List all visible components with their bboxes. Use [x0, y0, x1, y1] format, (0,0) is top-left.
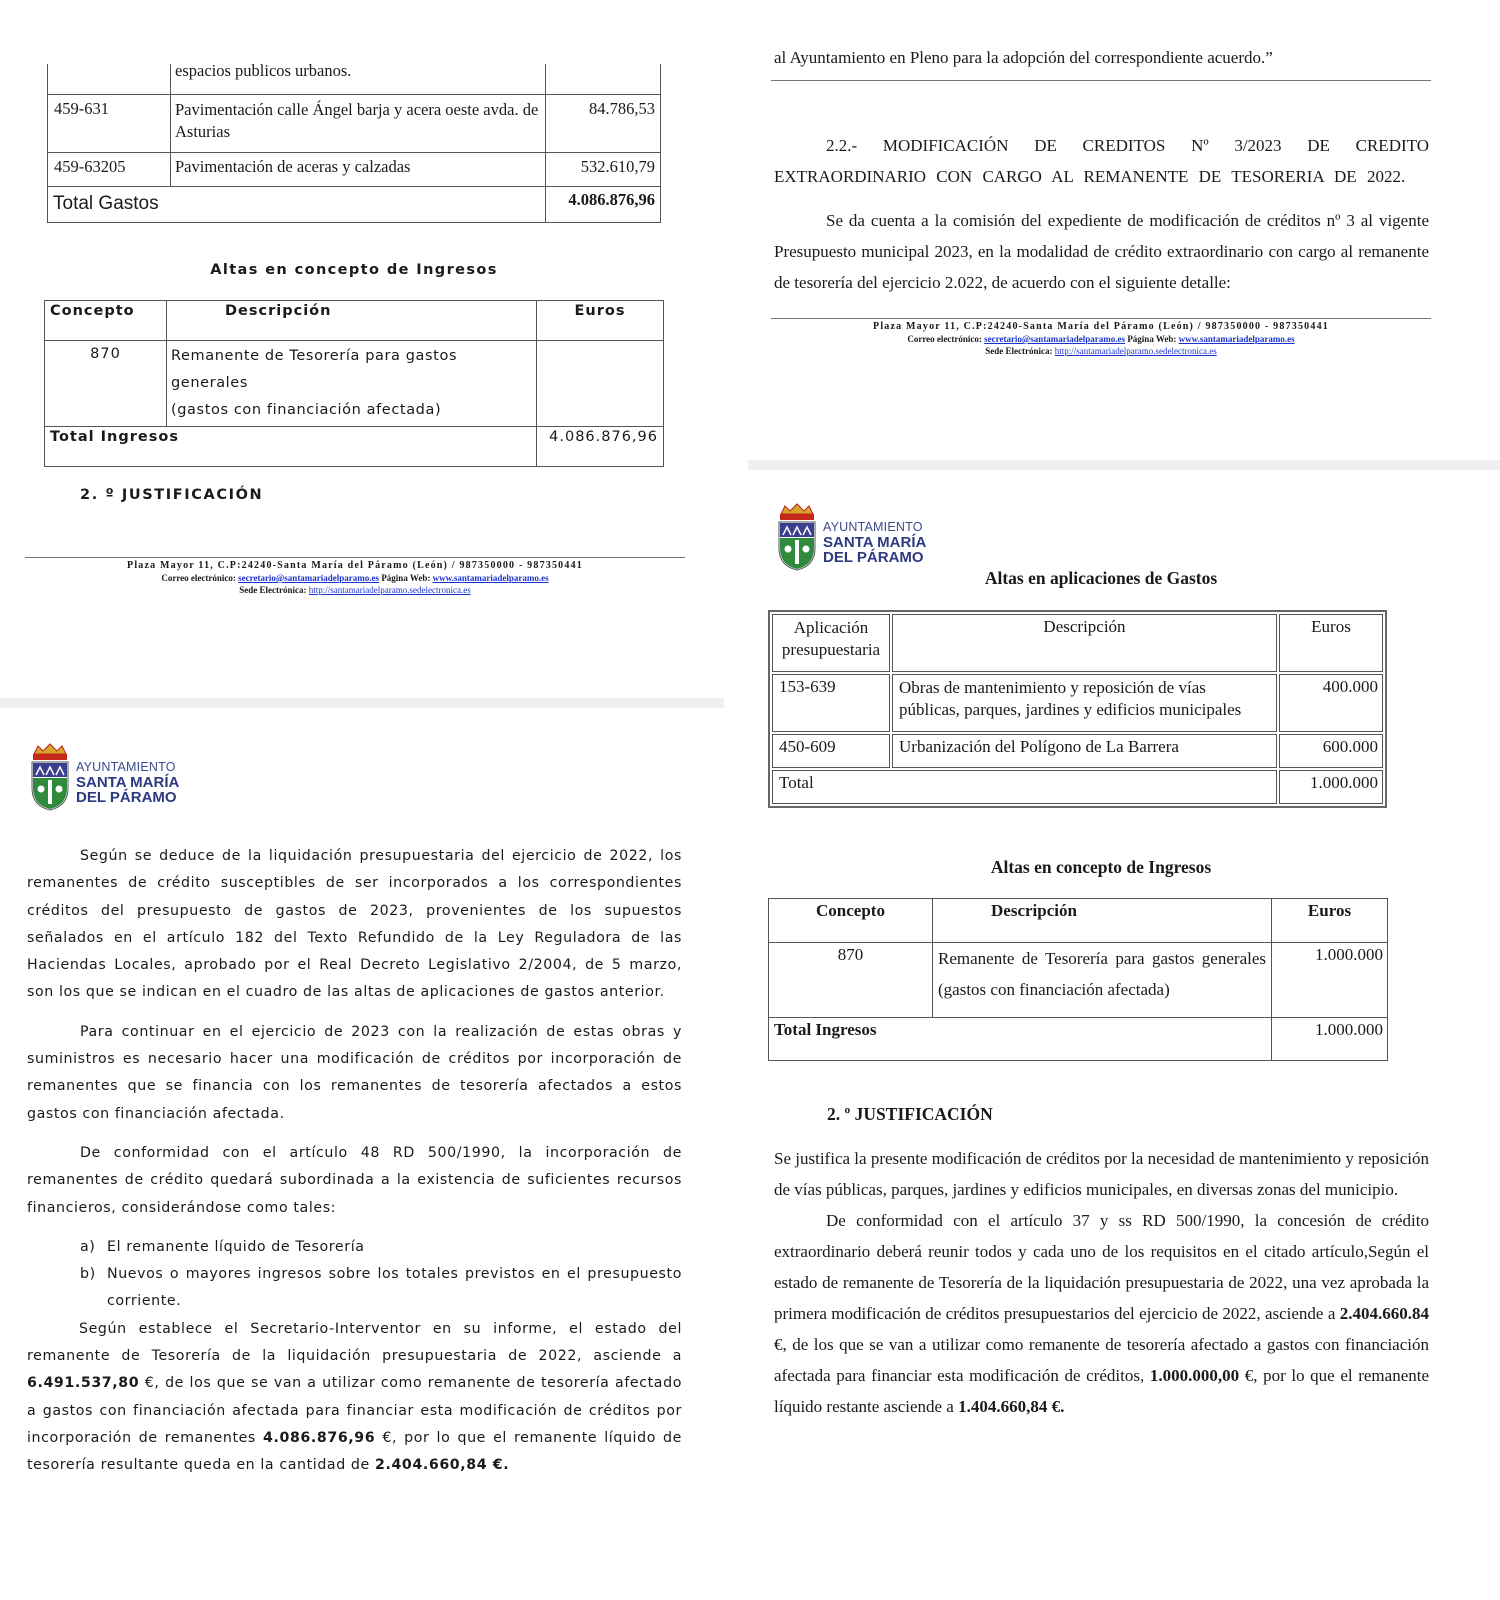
table-row — [772, 614, 1383, 672]
table-row — [45, 301, 664, 341]
col-descripcion: Descripción — [933, 899, 1272, 943]
remanente-usado: 1.000.000,00 — [1149, 1366, 1240, 1385]
remanente-resultante: 2.404.660,84 €. — [375, 1457, 510, 1474]
table-row — [48, 64, 661, 94]
remanente-total: 2.404.660.84 — [1339, 1304, 1429, 1323]
gastos-desc-cell: Pavimentación calle Ángel barja y acera oeste avda. de Asturias — [171, 94, 546, 152]
remanente-usado: 4.086.876,96 — [263, 1429, 376, 1446]
ingreso-desc-line1: Remanente de Tesorería para gastos generales — [171, 348, 458, 391]
total-ingresos-label: Total Ingresos — [45, 427, 537, 467]
col-euros: Euros — [1279, 614, 1383, 672]
gastos-desc-cell: Obras de mantenimiento y reposición de vías públicas, parques, jardines y edificios municipales — [892, 674, 1277, 732]
gastos-table — [47, 61, 661, 223]
tr-top-rule — [771, 80, 1431, 81]
footer-contact: Correo electrónico: secretario@santamariadelparamo.es Página Web: www.santamariadelparamo.es — [161, 573, 549, 583]
gastos-code-cell: 459-63205 — [48, 152, 171, 186]
bl-paragraphs — [27, 843, 682, 1480]
table-row — [45, 427, 664, 467]
br-ingresos-title: Altas en concepto de Ingresos — [990, 857, 1212, 877]
total-label: Total — [772, 770, 1277, 804]
coat-of-arms-icon — [775, 502, 819, 572]
br-paragraph-1: Se justifica la presente modificación de créditos por la necesidad de mantenimiento y reposición de vías públicas, parques, jardines y edificios municipales, en diversas zonas del municipio. — [774, 1149, 1429, 1199]
ayuntamiento-logo — [775, 502, 935, 572]
br-paragraphs — [774, 1143, 1429, 1422]
col-euros: Euros — [1272, 899, 1388, 943]
br-gastos-title: Altas en aplicaciones de Gastos — [984, 568, 1218, 588]
footer-rule — [771, 318, 1431, 319]
table-row — [769, 899, 1388, 943]
table-row — [769, 943, 1388, 1018]
remanente-total: 6.491.537,80 — [27, 1375, 140, 1392]
col-aplicacion: Aplicación presupuestaria — [772, 614, 890, 672]
page-separator-left — [0, 698, 724, 708]
table-row — [772, 674, 1383, 732]
ingreso-code: 870 — [45, 341, 167, 427]
list-marker: a) — [80, 1238, 96, 1255]
col-concepto: Concepto — [769, 899, 933, 943]
logo-line2: SANTA MARÍA DEL PÁRAMO — [823, 534, 927, 566]
gastos-amount-cell: 600.000 — [1279, 734, 1383, 768]
gastos-code-cell — [48, 64, 171, 94]
total-ingresos-label: Total Ingresos — [769, 1018, 1272, 1061]
logo-line1: AYUNTAMIENTO — [76, 760, 176, 774]
gastos-amount-cell — [546, 64, 661, 94]
ingreso-amount: 1.000.000 — [1272, 943, 1388, 1018]
ingreso-desc-line2: (gastos con financiación afectada) — [171, 402, 442, 418]
bl-paragraph-3: De conformidad con el artículo 48 RD 500/1990, la incorporación de remanentes de crédito quedará subordinada a la existencia de suficientes recursos financieros, considerándose como tales: — [27, 1144, 682, 1216]
tr-heading: 2.2.- MODIFICACIÓN DE CREDITOS Nº 3/2023 DE CREDITO EXTRAORDINARIO CON CARGO AL REMANENTE DE TESORERIA DE 2022. — [774, 136, 1429, 186]
ayuntamiento-logo — [28, 742, 188, 812]
footer-email-link[interactable]: secretario@santamariadelparamo.es — [984, 334, 1126, 344]
table-row — [48, 186, 661, 222]
br-gastos-table — [768, 610, 1387, 808]
ingreso-desc: Remanente de Tesorería para gastos generales (gastos con financiación afectada) — [933, 943, 1272, 1018]
col-descripcion: Descripción — [167, 301, 537, 341]
footer-contact: Correo electrónico: secretario@santamariadelparamo.es Página Web: www.santamariadelparamo.es — [907, 334, 1295, 344]
ingresos-title: Altas en concepto de Ingresos — [210, 262, 498, 278]
gastos-amount-cell: 84.786,53 — [546, 94, 661, 152]
br-ingresos-table — [768, 898, 1388, 1061]
gastos-amount-cell: 400.000 — [1279, 674, 1383, 732]
page-separator-right — [748, 460, 1500, 470]
br-paragraph-2: De conformidad con el artículo 37 y ss RD 500/1990, la concesión de crédito extraordinario deberá reunir todos y cada uno de los requisitos en el citado artículo,Según el estado de remanente de Tesorería de la liquidación presupuestaria de 2022, una vez aprobada la primera modificación de créditos presupuestarios del ejercicio de 2022, asciende a 2.404.660.84 €, de los que se van a utilizar como remanente de tesorería afectado a gastos con financiación afectada para financiar esta modificación de créditos, 1.000.000,00 €, por lo que el remanente líquido restante asciende a 1.404.660,84 €. — [774, 1211, 1430, 1416]
gastos-desc-cell: espacios publicos urbanos. — [171, 64, 546, 94]
page-footer — [771, 321, 1431, 357]
list-marker: b) — [80, 1266, 96, 1283]
table-row — [48, 152, 661, 186]
gastos-desc-cell: Pavimentación de aceras y calzadas — [171, 152, 546, 186]
ingreso-code: 870 — [769, 943, 933, 1018]
coat-of-arms-icon — [28, 742, 72, 812]
footer-sede-link[interactable]: http://santamariadelparamo.sedelectronica.es — [308, 585, 471, 595]
remanente-resultante: 1.404.660,84 €. — [958, 1397, 1065, 1416]
table-row — [45, 341, 664, 427]
gastos-code-cell: 153-639 — [772, 674, 890, 732]
bl-paragraph-2: Para continuar en el ejercicio de 2023 con la realización de estas obras y suministros es necesario hacer una modificación de créditos por incorporación de remanentes que se financia con los remanentes de tesorería afectados a estos gastos con financiación afectada. — [27, 1023, 682, 1122]
footer-sede: Sede Electrónica: http://santamariadelparamo.sedelectronica.es — [239, 585, 471, 595]
ingreso-amount — [537, 341, 664, 427]
column-separator — [724, 0, 748, 1600]
list-item: a) El remanente líquido de Tesorería — [27, 1234, 682, 1261]
total-ingresos-value: 1.000.000 — [1272, 1018, 1388, 1061]
logo-line2: SANTA MARÍA DEL PÁRAMO — [76, 774, 180, 806]
total-gastos-value: 4.086.876,96 — [546, 186, 661, 222]
ingreso-desc — [167, 341, 537, 427]
footer-email-link[interactable]: secretario@santamariadelparamo.es — [238, 573, 380, 583]
total-value: 1.000.000 — [1279, 770, 1383, 804]
footer-sede: Sede Electrónica: http://santamariadelparamo.sedelectronica.es — [985, 346, 1217, 356]
list-item: b) Nuevos o mayores ingresos sobre los totales previstos en el presupuesto corriente. — [27, 1261, 682, 1316]
tr-paragraph: Se da cuenta a la comisión del expediente de modificación de créditos nº 3 al vigente Presupuesto municipal 2023, en la modalidad de crédito extraordinario con cargo al remanente de tesorería del ejercicio 2.022, de acuerdo con el siguiente detalle: — [774, 211, 1429, 292]
gastos-desc-cell: Urbanización del Polígono de La Barrera — [892, 734, 1277, 768]
justificacion-heading: 2. º JUSTIFICACIÓN — [80, 487, 264, 503]
gastos-code-cell: 459-631 — [48, 94, 171, 152]
page-footer — [25, 560, 685, 596]
footer-address: Plaza Mayor 11, C.P:24240-Santa María del Páramo (León) / 987350000 - 987350441 — [873, 321, 1329, 332]
col-descripcion: Descripción — [892, 614, 1277, 672]
footer-address: Plaza Mayor 11, C.P:24240-Santa María del Páramo (León) / 987350000 - 987350441 — [127, 560, 583, 571]
table-row — [48, 94, 661, 152]
col-euros: Euros — [537, 301, 664, 341]
bl-paragraph-1: Según se deduce de la liquidación presupuestaria del ejercicio de 2022, los remanentes de crédito susceptibles de ser incorporados a los correspondientes créditos del presupuesto de gastos de 2023, provenientes de los supuestos señalados en el artículo 182 del Texto Refundido de la Ley Reguladora de las Haciendas Locales, aprobado por el Real Decreto Legislativo 2/2004, de 5 marzo, son los que se indican en el cuadro de las altas de aplicaciones de gastos anterior. — [27, 848, 682, 1001]
gastos-amount-cell: 532.610,79 — [546, 152, 661, 186]
gastos-code-cell: 450-609 — [772, 734, 890, 768]
footer-rule — [25, 557, 685, 558]
table-row — [772, 770, 1383, 804]
logo-line1: AYUNTAMIENTO — [823, 520, 923, 534]
tr-top-line: al Ayuntamiento en Pleno para la adopción del correspondiente acuerdo.” — [774, 48, 1273, 67]
total-gastos-label: Total Gastos — [48, 186, 546, 222]
footer-web-link[interactable]: www.santamariadelparamo.es — [432, 573, 549, 583]
br-justificacion-heading: 2. º JUSTIFICACIÓN — [827, 1104, 993, 1124]
footer-web-link[interactable]: www.santamariadelparamo.es — [1178, 334, 1295, 344]
ingresos-table — [44, 300, 664, 467]
table-row — [769, 1018, 1388, 1061]
bl-paragraph-4: Según establece el Secretario-Interventor en su informe, el estado del remanente de Tesorería de la liquidación presupuestaria de 2022, asciende a 6.491.537,80 €, de los que se van a utilizar como remanente de tesorería afectado a gastos con financiación afectada para financiar esta modificación de créditos por incorporación de remanentes 4.086.876,96 €, por lo que el remanente líquido de tesorería resultante queda en la cantidad de 2.404.660,84 €. — [27, 1320, 682, 1474]
total-ingresos-value: 4.086.876,96 — [537, 427, 664, 467]
footer-sede-link[interactable]: http://santamariadelparamo.sedelectronica.es — [1054, 346, 1217, 356]
table-row — [772, 734, 1383, 768]
col-concepto: Concepto — [45, 301, 167, 341]
